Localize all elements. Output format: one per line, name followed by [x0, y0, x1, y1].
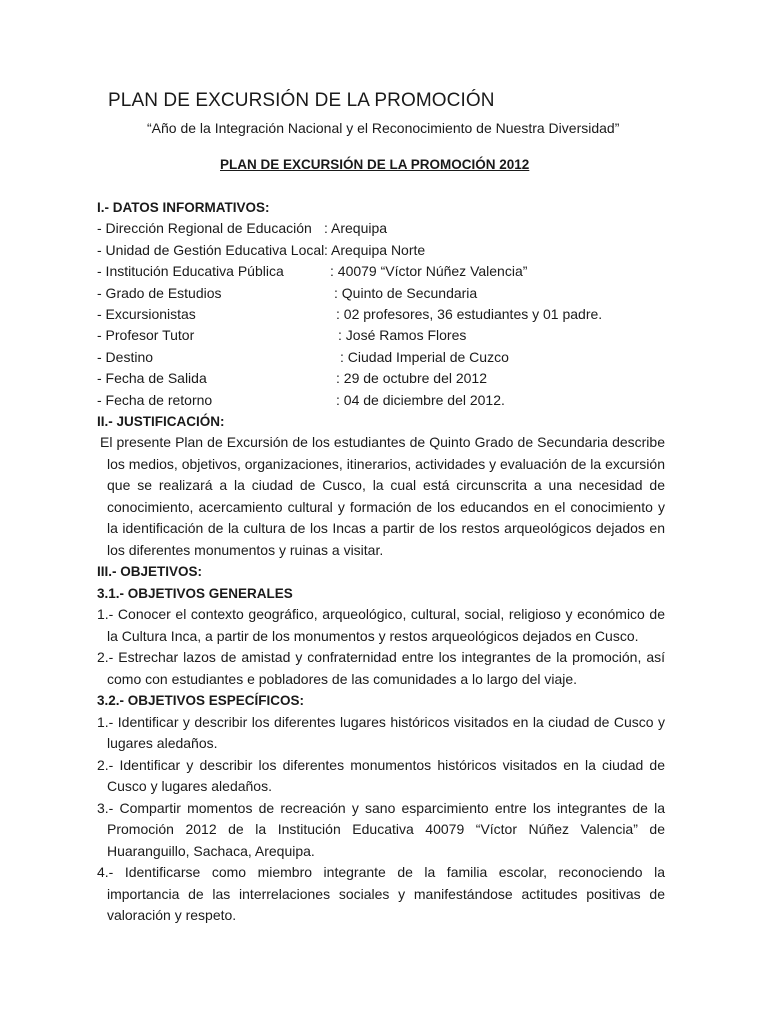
info-value: : 29 de octubre del 2012 [336, 370, 488, 387]
info-label: - Unidad de Gestión Educativa Local [97, 241, 325, 258]
info-label: - Grado de Estudios [97, 284, 222, 301]
subsection-heading: 3.2.- OBJETIVOS ESPECÍFICOS: [97, 693, 305, 709]
section-heading: II.- JUSTIFICACIÓN: [97, 413, 225, 429]
info-label: - Excursionistas [97, 305, 196, 322]
section-datos-informativos [97, 197, 665, 927]
section-heading: III.- OBJETIVOS: [97, 564, 203, 580]
info-value: : Arequipa [324, 220, 388, 237]
info-label: - Institución Educativa Pública [97, 263, 284, 280]
info-row [97, 218, 665, 239]
info-value: : Arequipa Norte [324, 241, 426, 258]
general-objective: 2.- Estrechar lazos de amistad y confraternidad entre los integrantes de la promoción, así como con estudiantes e pobladores de las comunidades a lo largo del viaje. [97, 649, 665, 687]
info-row [97, 390, 665, 411]
info-label: - Profesor Tutor [97, 327, 195, 344]
subsection-heading: 3.1.- OBJETIVOS GENERALES [97, 585, 293, 601]
info-label: - Fecha de Salida [97, 370, 207, 387]
info-row [97, 325, 665, 346]
justification-paragraph: El presente Plan de Excursión de los estudiantes de Quinto Grado de Secundaria describe los medios, objetivos, organizaciones, itinerarios, actividades y evaluación de la excursión que se realizará a la ciudad de Cusco, la cual está circunscrita a una necesidad de conocimiento, acercamiento cultural y formación de los educandos en el conocimiento y la identificación de la cultura de los Incas a partir de los restos arqueológicos dejados en los diferentes monumentos y ruinas a visitar. [100, 434, 665, 558]
info-row [97, 261, 665, 282]
document-title: PLAN DE EXCURSIÓN DE LA PROMOCIÓN [108, 90, 495, 111]
document-subtitle: PLAN DE EXCURSIÓN DE LA PROMOCIÓN 2012 [220, 157, 530, 172]
section-heading: I.- DATOS INFORMATIVOS: [97, 200, 270, 215]
info-row [97, 368, 665, 389]
info-row [97, 240, 665, 261]
info-row [97, 283, 665, 304]
year-motto: “Año de la Integración Nacional y el Reconocimiento de Nuestra Diversidad” [147, 120, 620, 136]
specific-objective: 2.- Identificar y describir los diferentes monumentos históricos visitados en la ciudad de Cusco y lugares aledaños. [97, 756, 665, 795]
info-value: : Quinto de Secundaria [334, 284, 478, 301]
info-label: - Dirección Regional de Educación [97, 220, 312, 237]
info-value: : José Ramos Flores [338, 327, 467, 344]
info-value: : 02 profesores, 36 estudiantes y 01 padre. [336, 305, 603, 322]
info-value: : 40079 “Víctor Núñez Valencia” [330, 263, 528, 280]
general-objective: 1.- Conocer el contexto geográfico, arqueológico, cultural, social, religioso y económico de la Cultura Inca, a partir de los monumentos y restos arqueológicos dejados en Cusco. [97, 606, 665, 644]
info-label: - Destino [97, 348, 154, 365]
specific-objective: 3.- Compartir momentos de recreación y sano esparcimiento entre los integrantes de la Promoción 2012 de la Institución Educativa 40079 “Víctor Núñez Valencia” de Huaranguillo, Sachaca, Arequipa. [97, 799, 665, 859]
info-row [97, 347, 665, 368]
info-label: - Fecha de retorno [97, 391, 213, 408]
specific-objective: 4.- Identificarse como miembro integrante de la familia escolar, reconociendo la importancia de las interrelaciones sociales y manifestándose actitudes positivas de valoración y respeto. [97, 864, 665, 924]
specific-objective: 1.- Identificar y describir los diferentes lugares históricos visitados en la ciudad de Cusco y lugares aledaños. [97, 713, 665, 752]
info-row [97, 304, 665, 325]
info-value: : Ciudad Imperial de Cuzco [340, 348, 509, 365]
info-value: : 04 de diciembre del 2012. [336, 391, 505, 408]
